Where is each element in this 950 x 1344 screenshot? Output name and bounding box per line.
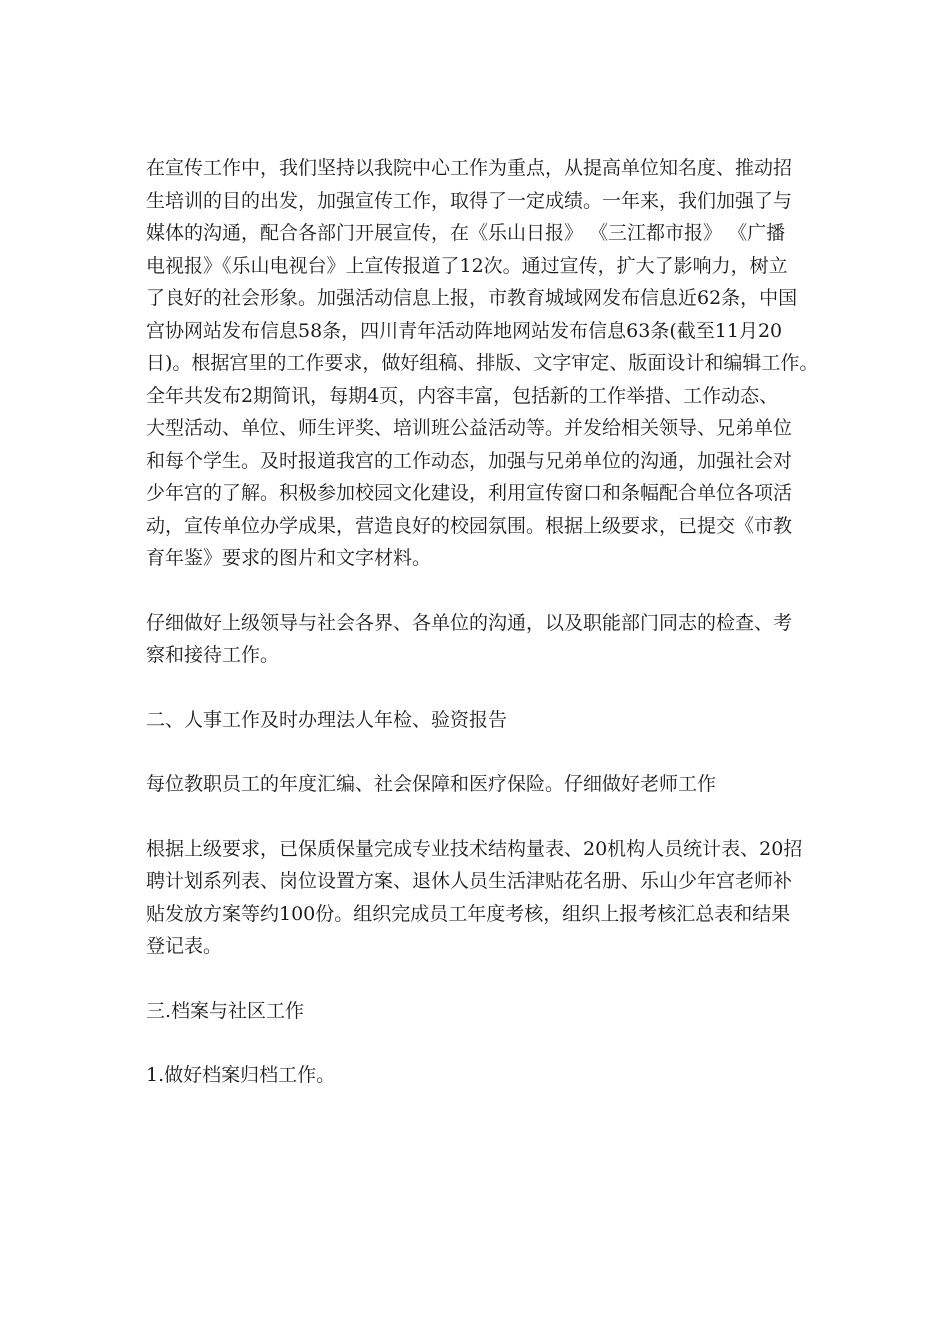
text-line: 仔细做好上级领导与社会各界、各单位的沟通，以及职能部门同志的检查、考 [146, 611, 793, 634]
text-line: 大型活动、单位、师生评奖、培训班公益活动等。并发给相关领导、兄弟单位 [146, 417, 793, 439]
text-line: 生培训的目的出发，加强宣传工作，取得了一定成绩。一年来，我们加强了与 [146, 189, 793, 212]
text-line: 每位教职员工的年度汇编、社会保障和医疗保险。仔细做好老师工作 [146, 773, 717, 795]
text-line: 察和接待工作。 [146, 644, 280, 666]
text-line: 二、人事工作及时办理法人年检、验资报告 [146, 708, 508, 731]
text-line: 日)。根据宫里的工作要求，做好组稿、排版、文字审定、版面设计和编辑工作。 [146, 352, 819, 374]
list-item-archiving [146, 1059, 826, 1092]
text-line: 育年鉴》要求的图片和文字材料。 [146, 547, 432, 569]
text-line: 宫协网站发布信息58条，四川青年活动阵地网站发布信息63条(截至11月20 [146, 319, 783, 342]
paragraph-publicity-work [146, 152, 826, 575]
text-line: 动，宣传单位办学成果，营造良好的校园氛围。根据上级要求，已提交《市教 [146, 514, 793, 537]
text-line: 根据上级要求，已保质保量完成专业技术结构量表、20机构人员统计表、20招 [146, 837, 803, 860]
text-line: 贴发放方案等约100份。组织完成员工年度考核，组织上报考核汇总表和结果 [146, 902, 791, 925]
paragraph-staff-insurance [146, 768, 826, 801]
paragraph-reports-completed [146, 833, 826, 963]
text-line: 了良好的社会形象。加强活动信息上报，市教育城域网发布信息近62条，中国 [146, 287, 798, 309]
paragraph-communication [146, 607, 826, 672]
text-line: 聘计划系列表、岗位设置方案、退休人员生活津贴花名册、乐山少年宫老师补 [146, 870, 793, 892]
text-line: 少年宫的了解。积极参加校园文化建设，利用宣传窗口和条幅配合单位各项活 [146, 482, 793, 504]
text-line: 登记表。 [146, 935, 223, 957]
section-heading-personnel [146, 704, 826, 737]
text-line: 和每个学生。及时报道我宫的工作动态，加强与兄弟单位的沟通，加强社会对 [146, 449, 793, 472]
text-line: 1.做好档案归档工作。 [146, 1064, 336, 1086]
text-line: 在宣传工作中，我们坚持以我院中心工作为重点，从提高单位知名度、推动招 [146, 157, 793, 179]
text-line: 电视报》《乐山电视台》上宣传报道了12次。通过宣传，扩大了影响力，树立 [146, 254, 788, 277]
section-heading-archives [146, 995, 826, 1028]
text-line: 媒体的沟通，配合各部门开展宣传，在《乐山日报》 《三江都市报》 《广播 [146, 222, 786, 244]
text-line: 三.档案与社区工作 [146, 999, 305, 1022]
document-body [146, 152, 826, 1124]
text-line: 全年共发布2期简讯，每期4页，内容丰富，包括新的工作举措、工作动态、 [146, 384, 779, 407]
